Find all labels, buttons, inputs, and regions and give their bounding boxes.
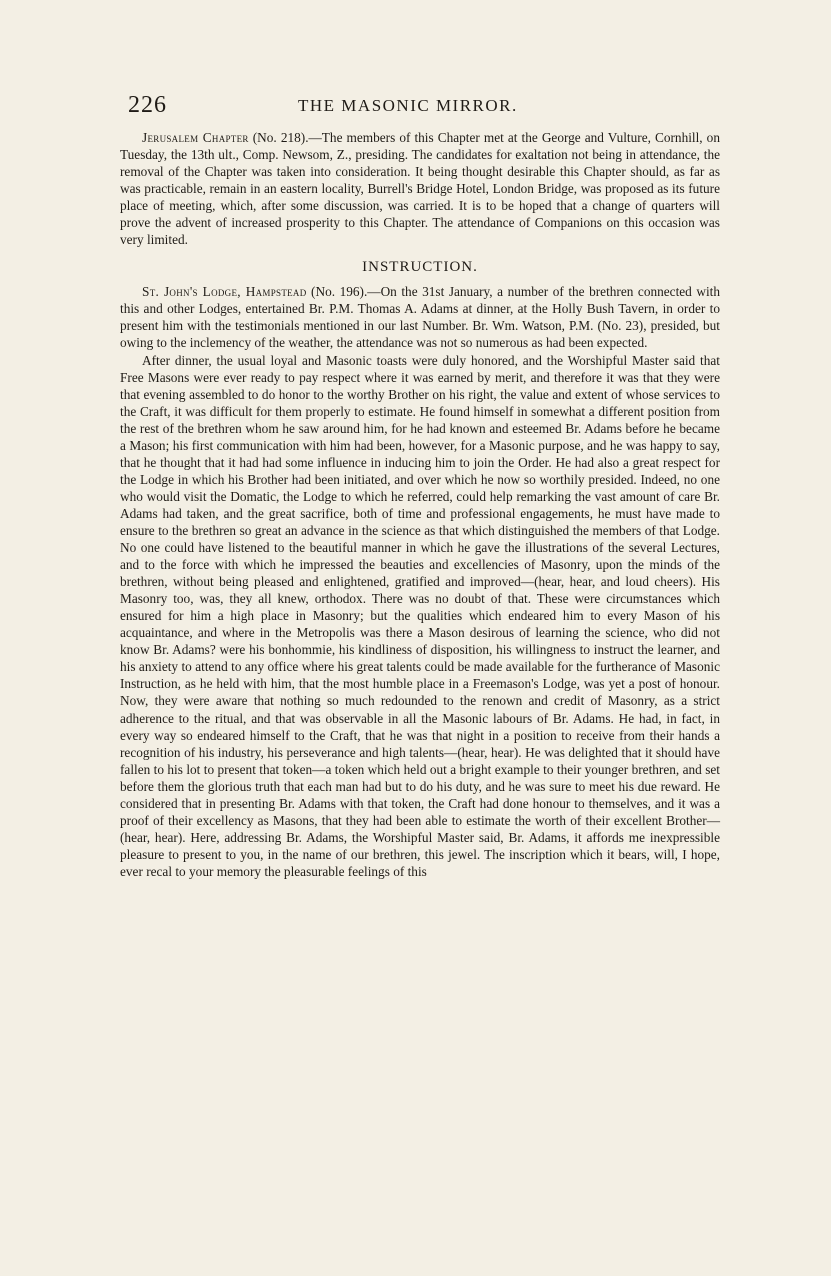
article-body <box>120 129 720 880</box>
paragraph-jerusalem-chapter <box>120 129 720 248</box>
running-title: THE MASONIC MIRROR. <box>298 96 518 115</box>
paragraph-st-johns-lodge <box>120 283 720 351</box>
section-heading: INSTRUCTION. <box>362 259 478 276</box>
paragraph-text: (No. 196).—On the 31st January, a number of the brethren connected with this and other Lodges, entertained Br. P.M. Thomas A. Adams at dinner, at the Holly Bush Tavern, in order to present him with the testimonials mentioned in our last Number. Br. Wm. Watson, P.M. (No. 23), presided, but owing to the inclemency of the weather, the attendance was not so numerous as had been expected. <box>120 284 720 351</box>
paragraph-after-dinner: After dinner, the usual loyal and Masonic toasts were duly honored, and the Worshipful Master said that Free Masons were ever ready to pay respect where it was earned by merit, and therefore it was that they were that evening assembled to do honor to the worthy Brother on his right, the value and extent of whose services to the Craft, it was difficult for them properly to estimate. He found himself in somewhat a different position from the rest of the brethren whom he saw around him, for he had known and esteemed Br. Adams before he became a Mason; his first communication with him had been, however, for a Masonic purpose, and he was happy to say, that he thought that it had had some influence in inducing him to join the Order. He had also a great respect for the Lodge in which his Brother had been initiated, and over which he now so worthily presided. Indeed, no one who would visit the Domatic, the Lodge to which he referred, could help remarking the vast amount of care Br. Adams had taken, and the great sacrifice, both of time and professional engagements, he must have made to ensure to the brethren so great an advance in the science as that which distinguished the members of that Lodge. No one could have listened to the beautiful manner in which he gave the illustrations of the several Lectures, and to the force with which he impressed the beauties and excellencies of Masonry, upon the minds of the brethren, without being pleased and enlightened, gratified and improved—(hear, hear, and loud cheers). His Masonry too, was, they all knew, orthodox. There was no doubt of that. These were circumstances which ensured for him a high place in Masonry; but the qualities which endeared him to every Mason of his acquaintance, and where in the Metropolis was there a Mason desirous of learning the science, who did not know Br. Adams? were his bonhommie, his kindliness of disposition, his willingness to instruct the learner, and his anxiety to attend to any office where his great talents could be made available for the furtherance of Masonic Instruction, as he held with him, that the most humble place in a Freemason's Lodge, was yet a post of honour. Now, they were aware that nothing so much redounded to the renown and credit of Masonry, as a strict adherence to the ritual, and that was observable in all the Masonic labours of Br. Adams. He had, in fact, in every way so endeared himself to the Craft, that he was that night in a position to receive from their hands a recognition of his industry, his perseverance and high talents—(hear, hear). He was delighted that it should have fallen to his lot to present that token—a token which held out a bright example to their younger brethren, and set before them the glorious truth that each man had but to do his duty, and he was sure to meet his due reward. He considered that in presenting Br. Adams with that token, the Craft had done honour to themselves, and it was a proof of their excellency as Masons, that they had been able to estimate the worth of their excellent Brother—(hear, hear). Here, addressing Br. Adams, the Worshipful Master said, Br. Adams, it affords me inexpressible pleasure to present to you, in the name of our brethren, this jewel. The inscription which it bears, will, I hope, ever recal to your memory the pleasurable feelings of this <box>120 352 720 879</box>
page-header <box>128 92 728 122</box>
paragraph-lead: St. John's Lodge, Hampstead <box>142 284 307 300</box>
page-number: 226 <box>128 92 167 118</box>
paragraph-text: (No. 218).—The members of this Chapter met at the George and Vulture, Cornhill, on Tuesday, the 13th ult., Comp. Newsom, Z., presiding. The candidates for exaltation not being in attendance, the removal of the Chapter was taken into consideration. It being thought desirable this Chapter should, as far as was practicable, remain in an eastern locality, Burrell's Bridge Hotel, London Bridge, was proposed as its future place of meeting, which, after some discussion, was carried. It is to be hoped that a change of quarters will prove the advent of increased prosperity to this Chapter. The attendance of Companions on this occasion was very limited. <box>120 130 720 248</box>
paragraph-lead: Jerusalem Chapter <box>142 130 249 145</box>
